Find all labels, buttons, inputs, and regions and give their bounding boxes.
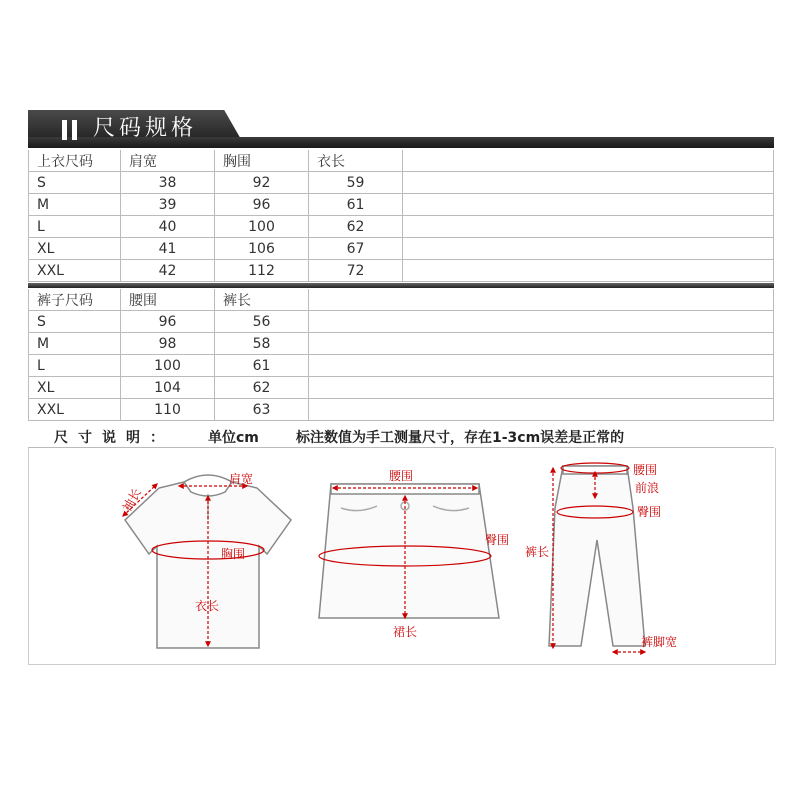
value-cell: 62 [309,216,403,238]
value-cell: 104 [121,377,215,399]
skirt-length-label: 裙长 [393,625,418,639]
value-cell: 39 [121,194,215,216]
garment-diagrams [29,448,775,664]
size-cell: L [29,216,121,238]
top-size-table [28,150,774,282]
column-header: 裤子尺码 [29,289,121,311]
measurement-note [28,423,774,448]
value-cell: 42 [121,260,215,282]
column-header: 裤长 [215,289,309,311]
value-cell: 92 [215,172,309,194]
note-text: 标注数值为手工测量尺寸，存在1-3cm误差是正常的 [296,430,625,446]
note-unit: 单位cm [208,430,259,446]
pause-bars-icon [62,120,78,140]
value-cell: 41 [121,238,215,260]
column-header: 腰围 [121,289,215,311]
column-header: 肩宽 [121,150,215,172]
value-cell: 56 [215,311,309,333]
column-header: 上衣尺码 [29,150,121,172]
pants-waist-label: 腰围 [633,463,658,477]
skirt-waist-label: 腰围 [389,469,414,483]
table-row [29,333,774,355]
value-cell: 58 [215,333,309,355]
pants-length-label: 裤长 [525,545,550,559]
value-cell: 62 [215,377,309,399]
value-cell: 67 [309,238,403,260]
size-cell: M [29,194,121,216]
value-cell: 40 [121,216,215,238]
table-header-row [29,289,774,311]
value-cell: 112 [215,260,309,282]
value-cell: 100 [121,355,215,377]
measurement-diagram-panel [28,448,776,665]
value-cell: 98 [121,333,215,355]
column-header: 衣长 [309,150,403,172]
size-cell: S [29,311,121,333]
note-label: 尺寸说明： [54,430,174,446]
table-row [29,399,774,421]
value-cell: 106 [215,238,309,260]
table-row [29,216,774,238]
pants-leg-opening-label: 裤脚宽 [641,635,678,649]
value-cell: 72 [309,260,403,282]
value-cell: 96 [121,311,215,333]
value-cell: 38 [121,172,215,194]
shirt-shoulder-label: 肩宽 [229,472,254,486]
value-cell: 61 [215,355,309,377]
size-cell: XXL [29,399,121,421]
pants-outline [549,466,645,646]
value-cell: 61 [309,194,403,216]
size-cell: L [29,355,121,377]
size-cell: XL [29,238,121,260]
column-header: 胸围 [215,150,309,172]
table-row [29,355,774,377]
pants-diagram [549,466,645,646]
shirt-sleeve-label: 袖长 [119,486,144,514]
value-cell: 63 [215,399,309,421]
table-row [29,238,774,260]
table-divider [28,283,774,288]
table-row [29,172,774,194]
size-cell: S [29,172,121,194]
table-row [29,311,774,333]
value-cell: 59 [309,172,403,194]
shirt-length-label: 衣长 [195,599,220,613]
size-cell: XXL [29,260,121,282]
size-cell: XL [29,377,121,399]
table-row [29,260,774,282]
skirt-hip-label: 臀围 [485,533,510,547]
pants-size-table [28,289,774,421]
pants-hip-label: 臀围 [637,505,662,519]
size-cell: M [29,333,121,355]
value-cell: 100 [215,216,309,238]
table-row [29,377,774,399]
skirt-diagram [319,484,499,618]
table-row [29,194,774,216]
table-header-row [29,150,774,172]
value-cell: 96 [215,194,309,216]
page-title: 尺码规格 [93,116,198,141]
pants-rise-label: 前浪 [635,481,660,495]
value-cell: 110 [121,399,215,421]
shirt-chest-label: 胸围 [221,547,246,561]
